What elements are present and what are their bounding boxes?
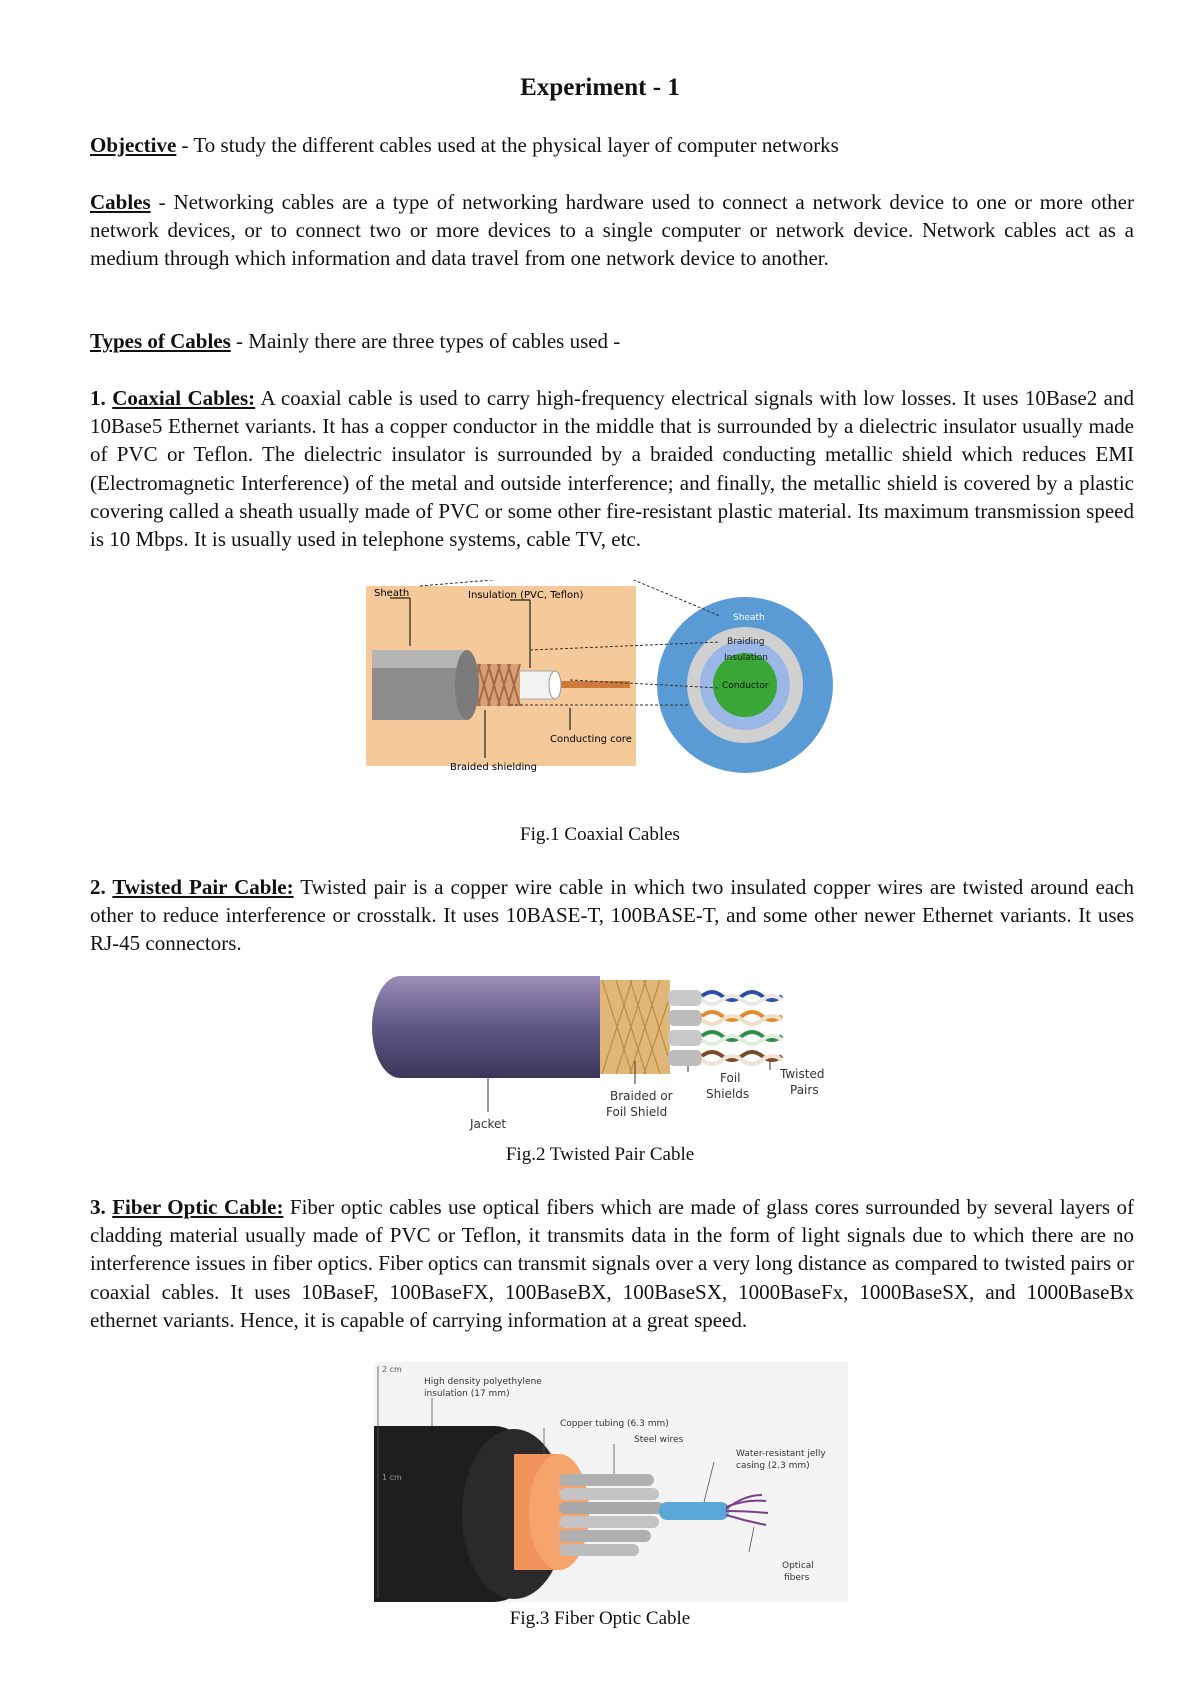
coaxial-number: 1. (90, 386, 113, 410)
coaxial-diagram (360, 580, 840, 780)
twisted-paragraph (90, 873, 1134, 958)
foil-shield-3 (668, 1030, 702, 1046)
coaxial-heading: Coaxial Cables: (112, 386, 256, 410)
coax-label-sheath: Sheath (374, 588, 410, 599)
types-text: - Mainly there are three types of cables used - (230, 329, 621, 353)
objective-text: - To study the different cables used at the physical layer of computer networks (176, 133, 839, 157)
tp-label-braided-1: Braided or (610, 1089, 673, 1103)
foil-shield-2 (668, 1010, 702, 1026)
twisted-figure (370, 966, 850, 1134)
fo-label-jelly-1: Water-resistant jelly (736, 1449, 826, 1459)
types-label: Types of Cables (90, 329, 231, 353)
fo-label-jelly-2: casing (2.3 mm) (736, 1461, 810, 1471)
fo-label-copper: Copper tubing (6.3 mm) (560, 1419, 669, 1429)
coaxial-figure (360, 580, 840, 780)
objective-paragraph (90, 131, 1134, 159)
fo-label-hdpe-1: High density polyethylene (424, 1377, 542, 1387)
cables-text: - Networking cables are a type of networking hardware used to connect a network device to one or more other network devices, or to connect two or more devices to a single computer or network device. Network cables act as a medium through which information and data travel from one network device to another. (90, 190, 1134, 271)
types-paragraph (90, 327, 1134, 355)
ring-label-conductor: Conductor (722, 681, 769, 691)
fiber-text: Fiber optic cables use optical fibers which are made of glass cores surrounded by several layers of cladding material usually made of PVC or Teflon, it transmits data in the form of light signals due to which there are no interference issues in fiber optics. Fiber optics can transmit signals over a very long distance as compared to twisted pairs or coaxial cables. It uses 10BaseF, 100BaseFX, 100BaseBX, 100BaseSX, 1000BaseFx, 1000BaseSX, and 1000BaseBx ethernet variants. Hence, it is capable of carrying information at a great speed. (90, 1195, 1134, 1332)
twisted-text: Twisted pair is a copper wire cable in which two insulated copper wires are twisted around each other to reduce interference or crosstalk. It uses 10BASE-T, 100BASE-T, and some other newer Ethernet variants. It uses RJ-45 connectors. (90, 875, 1134, 956)
foil-shield-1 (668, 990, 702, 1006)
coax-label-braided: Braided shielding (450, 762, 537, 773)
coaxial-paragraph (90, 384, 1134, 553)
tp-label-foil-1: Foil (720, 1071, 741, 1085)
jelly-casing (659, 1502, 729, 1520)
twisted-number: 2. (90, 875, 113, 899)
fiber-figure (374, 1362, 848, 1602)
tp-label-twisted-1: Twisted (780, 1067, 825, 1081)
fig1-caption: Fig.1 Coaxial Cables (520, 824, 680, 845)
page-title: Experiment - 1 (520, 74, 680, 101)
fo-label-hdpe-2: insulation (17 mm) (424, 1389, 510, 1399)
coaxial-text: A coaxial cable is used to carry high-frequency electrical signals with low losses. It uses 10Base2 and 10Base5 Ethernet variants. It has a copper conductor in the middle that is surrounded by a dielectric insulator usually made of PVC or Teflon. The dielectric insulator is surrounded by a braided conducting metallic shield which reduces EMI (Electromagnetic Interference) of the metal and outside interference; and finally, the metallic shield is covered by a plastic covering called a sheath usually made of PVC or some other fire-resistant plastic material. Its maximum transmission speed is 10 Mbps. It is usually used in telephone systems, cable TV, etc. (90, 386, 1134, 552)
fiber-optic-diagram (374, 1362, 848, 1602)
fiber-number: 3. (90, 1195, 113, 1219)
cables-paragraph (90, 188, 1134, 273)
fo-label-optical-1: Optical (782, 1561, 814, 1571)
tp-label-jacket: Jacket (470, 1117, 507, 1131)
tp-label-twisted-2: Pairs (790, 1083, 819, 1097)
foil-shield-4 (668, 1050, 702, 1066)
twisted-pair-diagram (370, 966, 850, 1134)
twisted-heading: Twisted Pair Cable: (112, 875, 294, 899)
objective-label: Objective (90, 133, 177, 157)
cables-label: Cables (90, 190, 151, 214)
tp-label-braided-2: Foil Shield (606, 1105, 668, 1119)
coax-label-insulation: Insulation (PVC, Teflon) (468, 590, 584, 601)
fo-scale-1cm: 1 cm (382, 1473, 402, 1482)
fig3-caption: Fig.3 Fiber Optic Cable (509, 1608, 691, 1629)
fiber-heading: Fiber Optic Cable: (112, 1195, 284, 1219)
fo-label-steel: Steel wires (634, 1435, 684, 1445)
ring-label-insulation: Insulation (724, 653, 769, 663)
ring-label-braiding: Braiding (727, 637, 765, 647)
fo-label-optical-2: fibers (784, 1573, 810, 1583)
copper-core (550, 681, 630, 688)
fiber-paragraph (90, 1193, 1134, 1334)
ring-label-sheath: Sheath (733, 613, 765, 623)
fig2-caption: Fig.2 Twisted Pair Cable (505, 1144, 695, 1165)
tp-label-foil-2: Shields (706, 1087, 750, 1101)
jacket (372, 976, 600, 1078)
coax-label-core: Conducting core (550, 734, 632, 745)
fo-scale-2cm: 2 cm (382, 1365, 402, 1374)
